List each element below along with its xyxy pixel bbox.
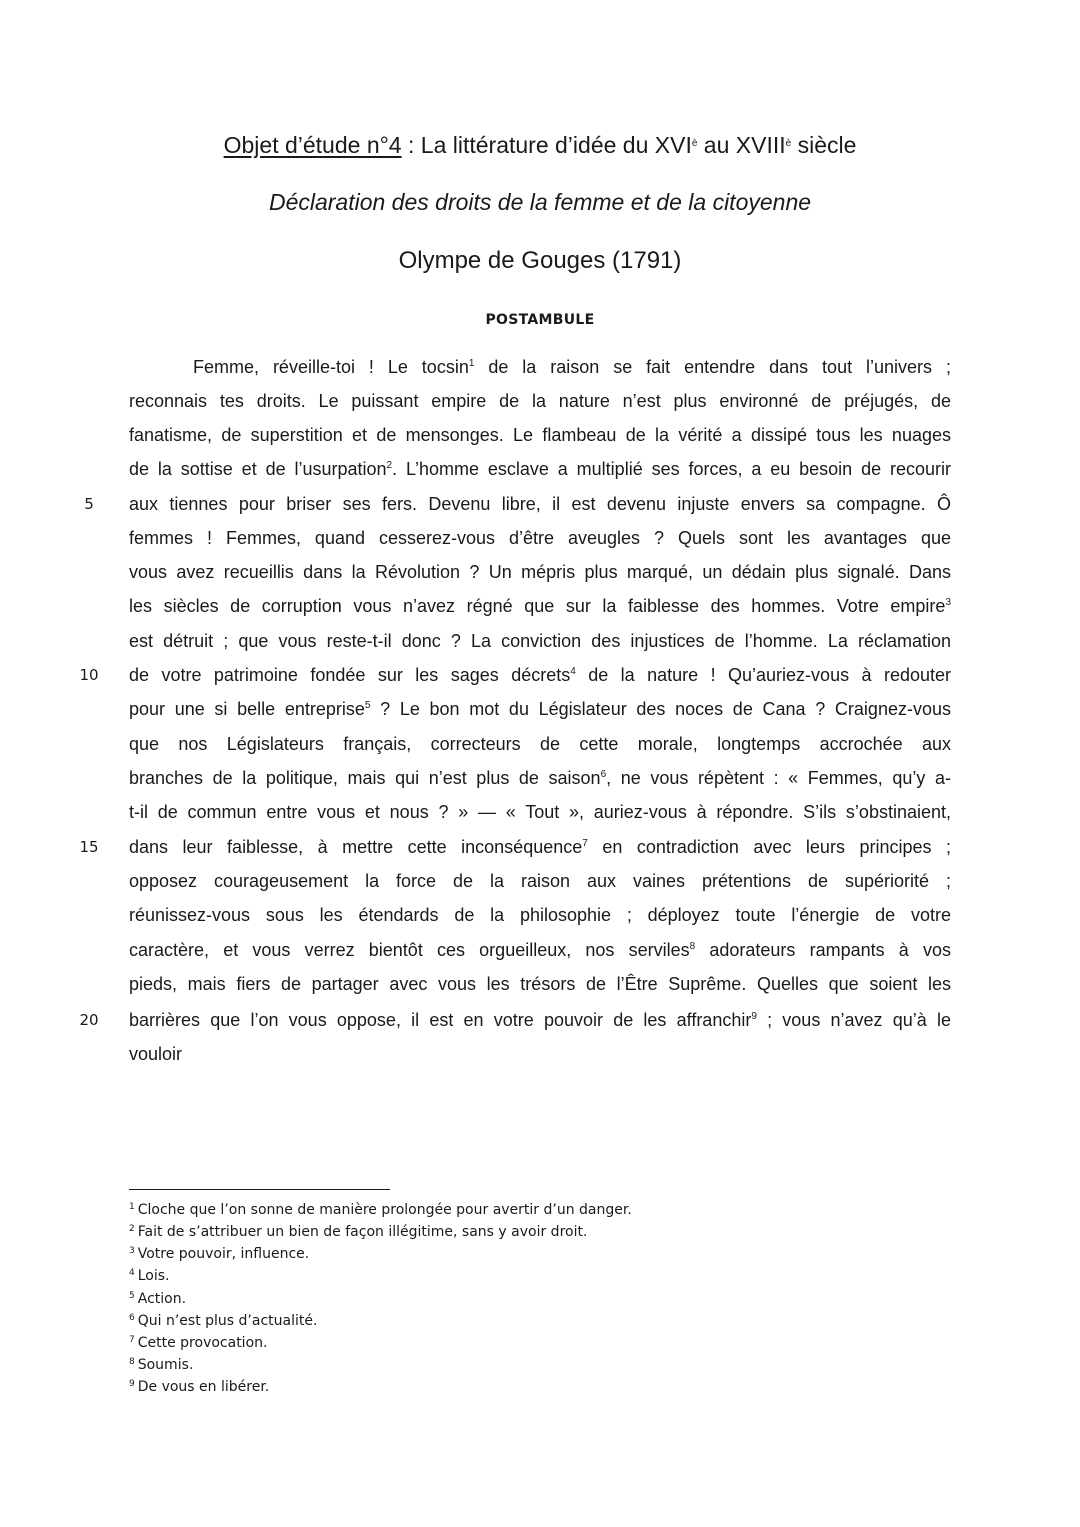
footnote-ref: 9 [751,1011,757,1022]
author-line: Olympe de Gouges (1791) [398,247,682,274]
footnote: $^8$ Soumis. [129,1357,194,1373]
footnote: $^6$ Qui n’est plus d’actualité. [129,1313,318,1329]
footnote-ref: 4 [570,666,576,677]
footnote-ref: 5 [364,700,371,711]
text-line: pour une si belle entreprise$^5$ ? Le bon mot du Législateur des noces de Cana ? Craignez-vous [129,699,951,719]
footnote-ref: 7 [582,838,588,849]
text-line: femmes ! Femmes, quand cesserez-vous d’être aveugles ? Quels sont les avantages que [129,528,951,548]
footnote: $^3$ Votre pouvoir, influence. [129,1246,310,1262]
text-line: caractère, et vous verrez bientôt ces orgueilleux, nos serviles$^8$ adorateurs rampants à vos [129,940,951,960]
text-line: que nos Législateurs français, correcteurs de cette morale, longtemps accrochée aux [129,734,951,754]
work-title: Déclaration des droits de la femme et de la citoyenne [268,189,812,215]
section-heading: POSTAMBULE [485,312,595,328]
study-object-label: Objet d’étude n°4 [223,132,402,158]
footnote-ref: 1 [468,358,475,369]
footnote: $^7$ Cette provocation. [129,1335,268,1351]
text-line: les siècles de corruption vous n’avez régné que sur la faiblesse des hommes. Votre empire$^3$ [129,596,951,616]
text-line: de la sottise et de l’usurpation$^2$. L’homme esclave a multiplié ses forces, a eu besoin de recourir [129,459,951,479]
text-line: réunissez-vous sous les étendards de la philosophie ; déployez toute l’énergie de votre [129,905,951,925]
footnote-separator [129,1189,390,1190]
footnote: $^9$ De vous en libérer. [129,1379,270,1395]
line-number: 5 [84,495,94,513]
text-line: aux tiennes pour briser ses fers. Devenu libre, il est devenu injuste envers sa compagne. Ô [129,494,951,514]
study-object-heading: Objet d’étude n°4 : La littérature d’idée du $XVI^è$ au $XVIII^è$ siècle [223,132,857,158]
footnote-ref: 2 [386,460,393,471]
text-line: fanatisme, de superstition et de mensonges. Le flambeau de la vérité a dissipé tous les nuages [129,425,951,445]
footnote: $^2$ Fait de s’attribuer un bien de façon illégitime, sans y avoir droit. [129,1224,588,1240]
footnote-ref: 8 [689,941,696,952]
line-number: 15 [79,838,99,856]
text-line: pieds, mais fiers de partager avec vous les trésors de l’Être Suprême. Quelles que soient les [129,974,951,994]
text-line: de votre patrimoine fondée sur les sages décrets$^4$ de la nature ! Qu’auriez-vous à redouter [129,665,951,685]
text-line: branches de la politique, mais qui n’est plus de saison$^6$, ne vous répètent : « Femmes, qu’y a- [129,768,951,788]
text-line: t-il de commun entre vous et nous ? » — « Tout », auriez-vous à répondre. S’ils s’obstinaient, [129,802,951,822]
text-line: vous avez recueillis dans la Révolution ? Un mépris plus marqué, un dédain plus signalé. Dans [129,562,951,582]
text-line: dans leur faiblesse, à mettre cette inconséquence$^7$ en contradiction avec leurs principes ; [129,837,951,857]
footnote-ref: 3 [945,597,951,608]
footnote-ref: 6 [600,769,607,780]
text-line: barrières que l’on vous oppose, il est en votre pouvoir de les affranchir$^9$ ; vous n’avez qu’à le [129,1010,951,1030]
line-number: 10 [79,666,99,684]
text-line: opposez courageusement la force de la raison aux vaines prétentions de supériorité ; [129,871,951,891]
footnote: $^4$ Lois. [129,1268,170,1284]
text-line: Femme, réveille-toi ! Le tocsin$^1$ de la raison se fait entendre dans tout l’univers ; [193,357,951,377]
text-line: reconnais tes droits. Le puissant empire de la nature n’est plus environné de préjugés, de [129,391,951,411]
line-number: 20 [79,1011,99,1029]
text-line: est détruit ; que vous reste-t-il donc ? La conviction des injustices de l’homme. La réclamation [129,631,951,651]
text-line: vouloir [129,1044,183,1064]
footnote: $^5$ Action. [129,1291,187,1307]
footnote: $^1$ Cloche que l’on sonne de manière prolongée pour avertir d’un danger. [129,1202,632,1218]
